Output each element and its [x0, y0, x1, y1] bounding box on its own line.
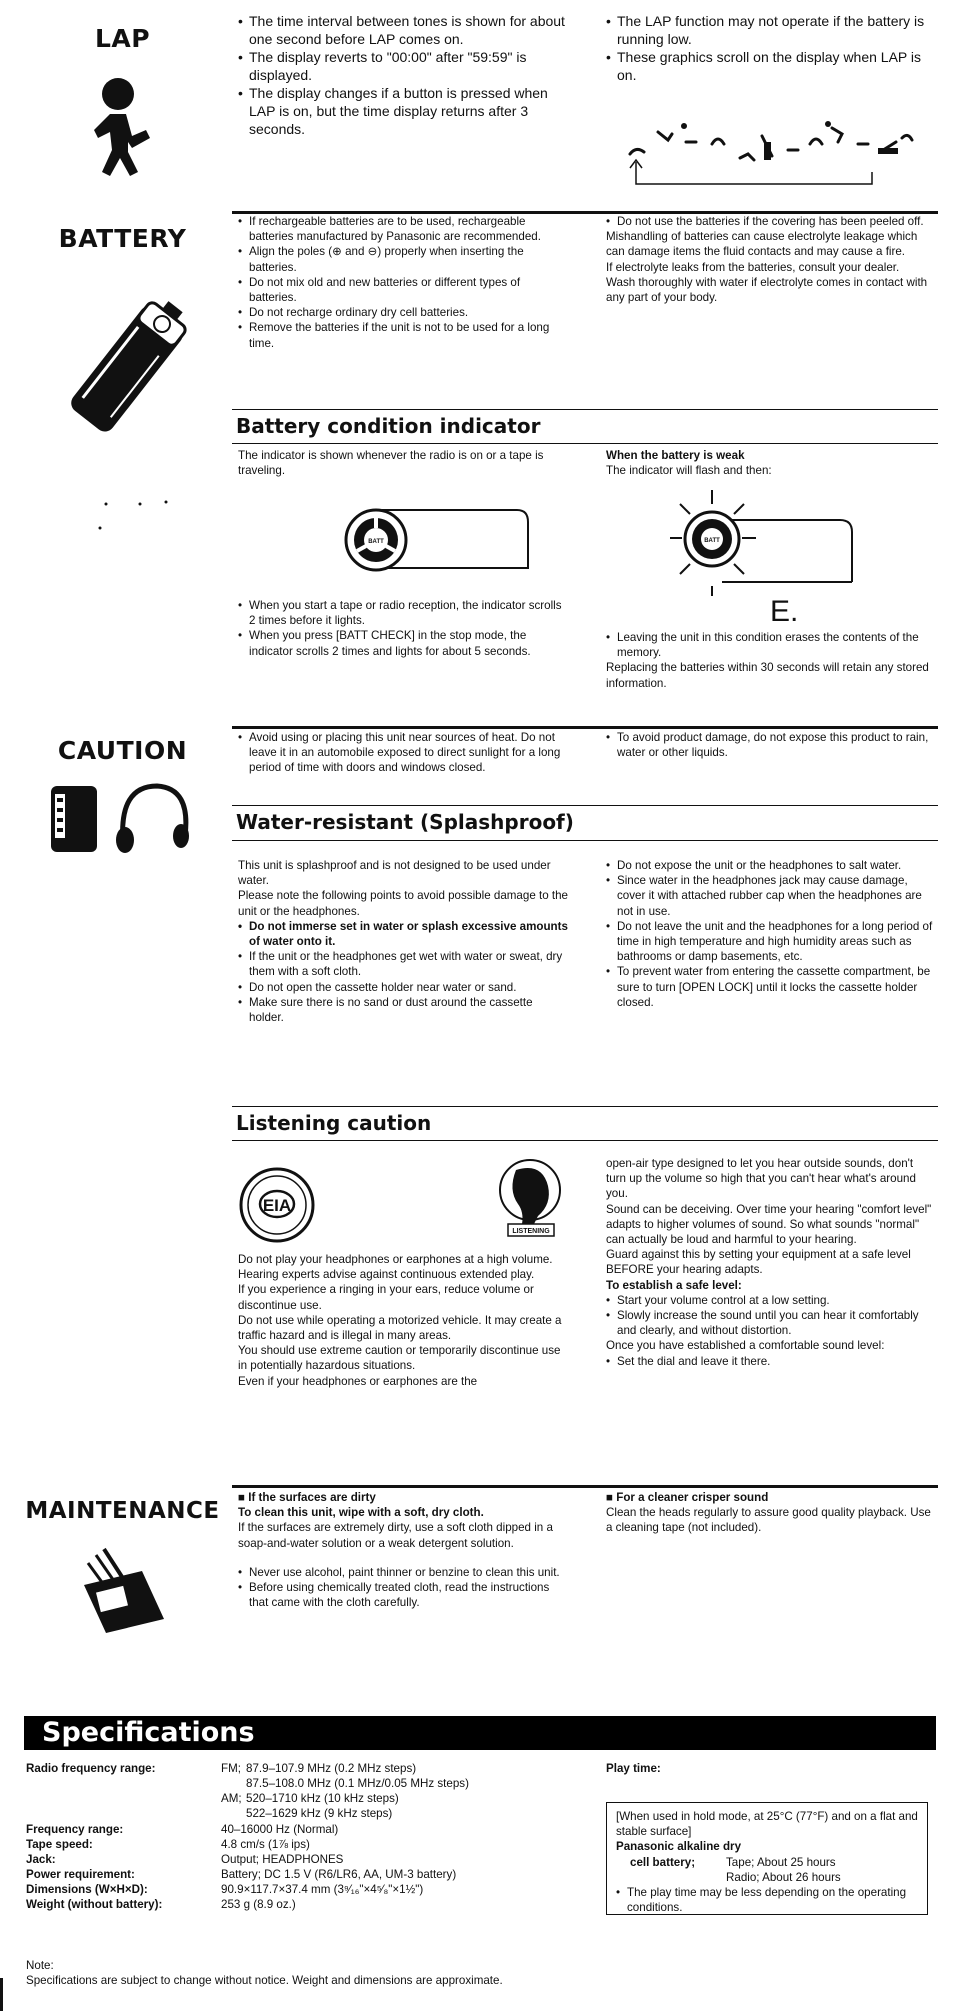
listening-right-para: open-air type designed to let you hear outside sounds, don't turn up the volume so high that you can't hear what's around you.	[606, 1157, 916, 1201]
water-right-item: • Since water in the headphones jack may cause damage, cover it with attached rubber cap when the headphones are not in use.	[606, 873, 936, 919]
play-time-label	[606, 1761, 661, 1776]
battery-left-text	[238, 214, 568, 351]
water-right-item: • Do not leave the unit and the headphones for a long period of time in high temperature and high humidity areas such as bathrooms or damp basements, etc.	[606, 919, 936, 965]
caution-right-text	[606, 730, 936, 760]
batt-indicator-rule	[232, 409, 938, 410]
batt-indicator-left-bullets	[238, 598, 568, 659]
listening-logo-text: LISTENING	[512, 1228, 550, 1235]
maintenance-right-head	[606, 1490, 936, 1505]
water-rule	[232, 805, 938, 806]
lap-left-item: • The display reverts to "00:00" after "59:59" is displayed.	[238, 48, 568, 84]
maintenance-right-text	[606, 1490, 936, 1536]
spec-radio-label: Radio frequency range:	[26, 1762, 156, 1775]
caution-left-text	[238, 730, 568, 776]
batt-weak-icon	[662, 486, 862, 631]
batt-indicator-left-item: • When you press [BATT CHECK] in the stop mode, the indicator scrolls 2 times and lights for about 5 seconds.	[238, 628, 568, 658]
spec-value: 40–16000 Hz (Normal)	[221, 1823, 339, 1836]
batt-weak-intro: The indicator will flash and then:	[606, 464, 772, 478]
spec-fm1: 87.9–107.9 MHz (0.2 MHz steps)	[246, 1762, 417, 1775]
note-text: Specifications are subject to change without notice. Weight and dimensions are approximate.	[26, 1974, 503, 1988]
batt-indicator-intro: The indicator is shown whenever the radio is on or a tape is traveling.	[238, 449, 544, 478]
page-edge-mark	[0, 1978, 3, 2011]
lap-left-item: • The display changes if a button is pressed when LAP is on, but the time display returns after 3 seconds.	[238, 84, 568, 138]
battery-right-para: Mishandling of batteries can cause electrolyte leakage which can damage items the fluid contacts and may cause a fire.	[606, 230, 918, 259]
water-left-item: • If the unit or the headphones get wet with water or sweat, dry them with a soft cloth.	[238, 949, 568, 979]
square-bullet-icon: ■	[606, 1491, 617, 1504]
water-right-text	[606, 858, 936, 1010]
lap-right-item: • The LAP function may not operate if the battery is running low.	[606, 12, 936, 48]
play-time-box	[606, 1802, 928, 1915]
listening-left-text	[238, 1252, 568, 1389]
battery-right-para: Wash thoroughly with water if electrolyte comes in contact with any part of your body.	[606, 275, 928, 305]
batt-indicator-rule-bottom	[232, 443, 938, 444]
water-left-item: • Make sure there is no sand or dust around the cassette holder.	[238, 995, 568, 1025]
water-rule-bottom	[232, 840, 938, 841]
maintenance-rule	[232, 1485, 938, 1488]
play-note: [When used in hold mode, at 25°C (77°F) and on a flat and stable surface]	[616, 1810, 918, 1839]
batt-indicator-right-top	[606, 448, 936, 478]
listening-left-para: If you experience a ringing in your ears, reduce volume or discontinue use.	[238, 1283, 534, 1312]
battery-left-item: • If rechargeable batteries are to be used, rechargeable batteries manufactured by Panasonic are recommended.	[238, 214, 568, 244]
spec-am2: 522–1629 kHz (9 kHz steps)	[246, 1807, 393, 1820]
establish-head: To establish a safe level:	[606, 1278, 742, 1292]
spec-am-prefix: AM;	[221, 1792, 242, 1805]
maintenance-title: MAINTENANCE	[25, 1498, 220, 1524]
battery-left-item: • Remove the batteries if the unit is not to be used for a long time.	[238, 320, 568, 350]
water-left-text	[238, 858, 568, 1025]
listening-left-para: Do not use while operating a motorized vehicle. It may create a traffic hazard and is illegal in many areas.	[238, 1313, 562, 1343]
battery-left-item: • Do not mix old and new batteries or different types of batteries.	[238, 275, 568, 305]
listening-right-para: Guard against this by setting your equipment at a safe level BEFORE your hearing adapts.	[606, 1248, 911, 1277]
spec-label: Jack:	[26, 1853, 56, 1866]
spec-value: 4.8 cm/s (1⅞ ips)	[221, 1838, 310, 1851]
lap-right-text	[606, 12, 936, 84]
water-left-para: This unit is splashproof and is not designed to be used under water.	[238, 859, 551, 888]
spec-value: 90.9×117.7×37.4 mm (3⁹⁄₁₆"×4⁵⁄₈"×1½")	[221, 1883, 424, 1896]
spec-value: Output; HEADPHONES	[221, 1853, 344, 1866]
listening-logo-icon	[494, 1158, 564, 1243]
spec-am1: 520–1710 kHz (10 kHz steps)	[246, 1792, 399, 1805]
spec-label: Weight (without battery):	[26, 1898, 163, 1911]
once-text: Once you have established a comfortable sound level:	[606, 1339, 885, 1353]
specifications-title: Specifications	[24, 1716, 936, 1750]
caution-title: CAUTION	[57, 736, 188, 765]
listening-right-text	[606, 1156, 936, 1369]
display-char: E.	[770, 595, 799, 626]
batt-weak-label: BATT	[704, 538, 720, 544]
play-bullet: • The play time may be less depending on the operating conditions.	[616, 1885, 918, 1915]
batt-label: BATT	[368, 539, 384, 545]
spec-value: 253 g (8.9 oz.)	[221, 1898, 296, 1911]
lap-graphics-icon	[610, 114, 930, 199]
listening-rule	[232, 1106, 938, 1107]
battery-right-text	[606, 214, 936, 305]
maintenance-left-item: • Before using chemically treated cloth, read the instructions that came with the cloth carefully.	[238, 1580, 568, 1610]
batt-weak-bullet: • Leaving the unit in this condition erases the contents of the memory.	[606, 630, 936, 660]
listening-left-para: Do not play your headphones or earphones at a high volume. Hearing experts advise against continuous extended play.	[238, 1253, 553, 1282]
lap-right-item: • These graphics scroll on the display when LAP is on.	[606, 48, 936, 84]
caution-rule	[232, 726, 938, 729]
establish-item: • Start your volume control at a low setting.	[606, 1293, 936, 1308]
maintenance-left-head	[238, 1490, 568, 1505]
eia-logo-text: EIA	[262, 1196, 292, 1215]
spec-fm2: 87.5–108.0 MHz (0.1 MHz/0.05 MHz steps)	[246, 1777, 469, 1790]
maintenance-left-item: • Never use alcohol, paint thinner or benzine to clean this unit.	[238, 1565, 568, 1580]
note-label: Note:	[26, 1959, 54, 1972]
spec-rows	[26, 1822, 586, 1922]
battery-left-item: • Do not recharge ordinary dry cell batteries.	[238, 305, 568, 320]
play-time-label-text: Play time:	[606, 1762, 661, 1775]
batt-indicator-icon	[332, 498, 532, 593]
dots-decoration	[96, 500, 196, 535]
water-left-item: • Do not open the cassette holder near water or sand.	[238, 980, 568, 995]
spec-label: Dimensions (W×H×D):	[26, 1883, 148, 1896]
maintenance-right-para: Clean the heads regularly to assure good quality playback. Use a cleaning tape (not included).	[606, 1506, 931, 1535]
batt-weak-after: Replacing the batteries within 30 seconds will retain any stored information.	[606, 661, 929, 690]
listening-rule-bottom	[232, 1140, 938, 1141]
battery-right-para: If electrolyte leaks from the batteries, consult your dealer.	[606, 260, 900, 274]
spec-label: Power requirement:	[26, 1868, 135, 1881]
spec-value: Battery; DC 1.5 V (R6/LR6, AA, UM-3 battery)	[221, 1868, 457, 1881]
maintenance-left-bold: To clean this unit, wipe with a soft, dry cloth.	[238, 1506, 484, 1520]
spec-label: Frequency range:	[26, 1823, 124, 1836]
spec-fm-prefix: FM;	[221, 1762, 241, 1775]
play-battery-head: Panasonic alkaline dry	[616, 1840, 742, 1854]
spec-label: Tape speed:	[26, 1838, 93, 1851]
water-bold-bullet: • Do not immerse set in water or splash excessive amounts of water onto it.	[238, 919, 568, 949]
listening-left-para: Even if your headphones or earphones are the	[238, 1374, 478, 1388]
batt-indicator-left-intro	[238, 448, 568, 478]
maintenance-left-para: If the surfaces are extremely dirty, use a soft cloth dipped in a soap-and-water solution or a weak detergent solution.	[238, 1521, 553, 1550]
battery-right-bullet: • Do not use the batteries if the covering has been peeled off.	[606, 214, 936, 229]
cleaning-cloth-icon	[74, 1545, 174, 1640]
listening-heading: Listening caution	[236, 1111, 432, 1135]
lap-left-text	[238, 12, 568, 138]
play-tape: Tape; About 25 hours	[726, 1855, 836, 1869]
spec-note	[26, 1958, 926, 1988]
lap-title: LAP	[94, 24, 151, 53]
caution-left-bullet: • Avoid using or placing this unit near sources of heat. Do not leave it in an automobile exposed to direct sunlight for a long period of time with doors and windows closed.	[238, 730, 568, 776]
water-right-item: • Do not expose the unit or the headphones to salt water.	[606, 858, 936, 873]
battery-title: BATTERY	[58, 224, 187, 253]
play-radio: Radio; About 26 hours	[726, 1870, 841, 1884]
battery-left-item: • Align the poles (⊕ and ⊖) properly when inserting the batteries.	[238, 244, 568, 274]
water-left-para: Please note the following points to avoid possible damage to the unit or the headphones.	[238, 889, 568, 918]
maintenance-left-head-text: If the surfaces are dirty	[248, 1491, 376, 1504]
batt-indicator-right-bottom	[606, 630, 936, 691]
running-man-icon	[88, 72, 158, 187]
water-heading: Water-resistant (Splashproof)	[236, 810, 574, 834]
eia-logo-icon	[238, 1166, 316, 1249]
maintenance-left-text	[238, 1490, 568, 1610]
play-cell: cell battery;	[630, 1855, 696, 1869]
caution-right-bullet: • To avoid product damage, do not expose this product to rain, water or other liquids.	[606, 730, 936, 760]
batt-weak-head: When the battery is weak	[606, 449, 745, 462]
water-right-item: • To prevent water from entering the cassette compartment, be sure to turn [OPEN LOCK] until it locks the cassette holder closed.	[606, 964, 936, 1010]
batt-indicator-heading: Battery condition indicator	[236, 414, 541, 438]
listening-right-para: Sound can be deceiving. Over time your hearing "comfort level" adapts to higher volumes of sound. So what sounds "normal" can actually be loud and harmful to your hearing.	[606, 1202, 932, 1247]
establish-item: • Slowly increase the sound until you can hear it comfortably and clearly, and without distortion.	[606, 1308, 936, 1338]
maintenance-right-head-text: For a cleaner crisper sound	[616, 1491, 769, 1504]
batt-indicator-left-item: • When you start a tape or radio reception, the indicator scrolls 2 times before it lights.	[238, 598, 568, 628]
square-bullet-icon: ■	[238, 1491, 249, 1504]
listening-left-para: You should use extreme caution or temporarily discontinue use in potentially hazardous situations.	[238, 1344, 561, 1373]
lap-left-item: • The time interval between tones is shown for about one second before LAP comes on.	[238, 12, 568, 48]
final-bullet: • Set the dial and leave it there.	[606, 1354, 936, 1369]
battery-icon	[35, 270, 225, 465]
walkman-headphones-icon	[45, 778, 195, 863]
